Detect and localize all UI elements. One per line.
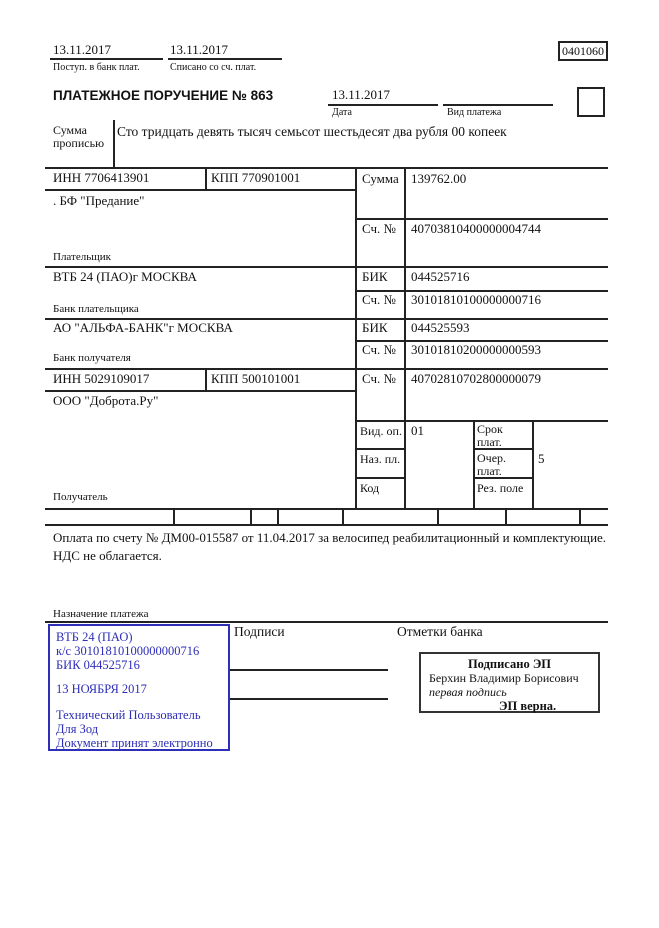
divider (45, 266, 608, 268)
payer-account-label: Сч. № (362, 221, 396, 236)
date-label: Дата (332, 107, 352, 118)
payer-bank-bik-value: 044525716 (411, 269, 470, 284)
signature-line-2 (230, 698, 388, 700)
divider (355, 167, 357, 508)
code-label: Код (360, 481, 380, 495)
esign-subtitle: первая подпись (429, 685, 507, 699)
payer-inn: ИНН 7706413901 (53, 170, 150, 185)
received-date: 13.11.2017 (53, 42, 112, 57)
payee-inn: ИНН 5029109017 (53, 371, 150, 386)
payee-bank-name: АО "АЛЬФА-БАНК"г МОСКВА (53, 320, 233, 335)
payee-section-label: Получатель (53, 491, 108, 503)
stamp-date: 13 НОЯБРЯ 2017 (56, 682, 147, 696)
form-code: 0401060 (562, 43, 604, 58)
divider (355, 477, 404, 479)
payee-bank-account-label: Сч. № (362, 342, 396, 357)
sum-value: 139762.00 (411, 171, 467, 186)
payment-type-label: Вид платежа (447, 107, 502, 118)
esign-box (419, 652, 600, 713)
divider (205, 368, 207, 390)
divider (45, 167, 608, 169)
divider (45, 390, 355, 392)
bank-stamp (48, 624, 230, 751)
stamp-bank-name: ВТБ 24 (ПАО) (56, 630, 133, 644)
op-type-label: Вид. оп. (360, 424, 402, 438)
purpose-line2: НДС не облагается. (53, 548, 162, 563)
divider (437, 508, 439, 524)
debited-date-label: Списано со сч. плат. (170, 62, 257, 73)
payee-bank-account-value: 30101810200000000593 (411, 342, 541, 357)
payee-name: ООО "Доброта.Ру" (53, 393, 159, 408)
purpose-section-label: Назначение платежа (53, 608, 149, 620)
document-date: 13.11.2017 (332, 87, 391, 102)
sum-label: Сумма (362, 171, 399, 186)
payer-bank-section-label: Банк плательщика (53, 303, 139, 315)
op-type-value: 01 (411, 423, 424, 438)
divider (277, 508, 279, 524)
divider (328, 104, 438, 106)
esign-title: Подписано ЭП (467, 657, 552, 671)
payee-kpp: КПП 500101001 (211, 371, 301, 386)
signatures-header: Подписи (234, 624, 285, 639)
divider (404, 167, 406, 508)
received-date-label: Поступ. в банк плат. (53, 62, 140, 73)
amount-in-words-label: Сумма прописью (53, 123, 105, 151)
esign-name: Берхин Владимир Борисович (429, 671, 579, 685)
term-label: Срок плат. (477, 422, 503, 450)
payee-bank-bik-value: 044525593 (411, 320, 470, 335)
esign-verified: ЭП верна. (499, 699, 557, 713)
payer-account-value: 40703810400000004744 (411, 221, 541, 236)
divider (342, 508, 344, 524)
purpose-line1: Оплата по счету № ДМ00-015587 от 11.04.2017 за велосипед реабилитационный и комплектующие. (53, 530, 607, 545)
divider (355, 448, 404, 450)
payee-account-label: Сч. № (362, 371, 396, 386)
form-code-box (558, 41, 608, 61)
bank-marks-header: Отметки банка (397, 624, 483, 639)
stamp-note: Документ принят электронно (56, 736, 213, 750)
payer-bank-bik-label: БИК (362, 269, 388, 284)
payer-bank-account-label: Сч. № (362, 292, 396, 307)
divider (45, 524, 608, 526)
divider (113, 120, 115, 167)
divider (45, 189, 355, 191)
payee-account-value: 40702810702800000079 (411, 371, 541, 386)
payer-kpp: КПП 770901001 (211, 170, 301, 185)
divider (250, 508, 252, 524)
order-label: Очер. плат. (477, 451, 507, 479)
payer-section-label: Плательщик (53, 251, 111, 263)
payee-bank-section-label: Банк получателя (53, 352, 131, 364)
divider (443, 104, 553, 106)
signature-line-1 (230, 669, 388, 671)
amount-in-words-value: Сто тридцать девять тысяч семьсот шестьдесят два рубля 00 копеек (117, 124, 507, 139)
divider (50, 58, 163, 60)
divider (173, 508, 175, 524)
stamp-bik: БИК 044525716 (56, 658, 140, 672)
divider (473, 420, 475, 508)
debited-date: 13.11.2017 (170, 42, 229, 57)
payment-type-checkbox (577, 87, 605, 117)
document-title: ПЛАТЕЖНОЕ ПОРУЧЕНИЕ № 863 (53, 88, 274, 103)
order-value: 5 (538, 451, 545, 466)
divider (532, 420, 534, 508)
stamp-user: Технический Пользователь Для Зод (56, 708, 201, 736)
naz-pl-label: Наз. пл. (360, 452, 401, 466)
payer-bank-name: ВТБ 24 (ПАО)г МОСКВА (53, 269, 197, 284)
payer-name: . БФ "Предание" (53, 193, 145, 208)
divider (205, 167, 207, 189)
reserve-label: Рез. поле (477, 481, 524, 495)
divider (579, 508, 581, 524)
divider (45, 508, 608, 510)
divider (355, 218, 608, 220)
divider (45, 368, 608, 370)
stamp-corr-account: к/с 30101810100000000716 (56, 644, 200, 658)
divider (505, 508, 507, 524)
payer-bank-account-value: 30101810100000000716 (411, 292, 541, 307)
payee-bank-bik-label: БИК (362, 320, 388, 335)
divider (168, 58, 282, 60)
divider (45, 621, 608, 623)
